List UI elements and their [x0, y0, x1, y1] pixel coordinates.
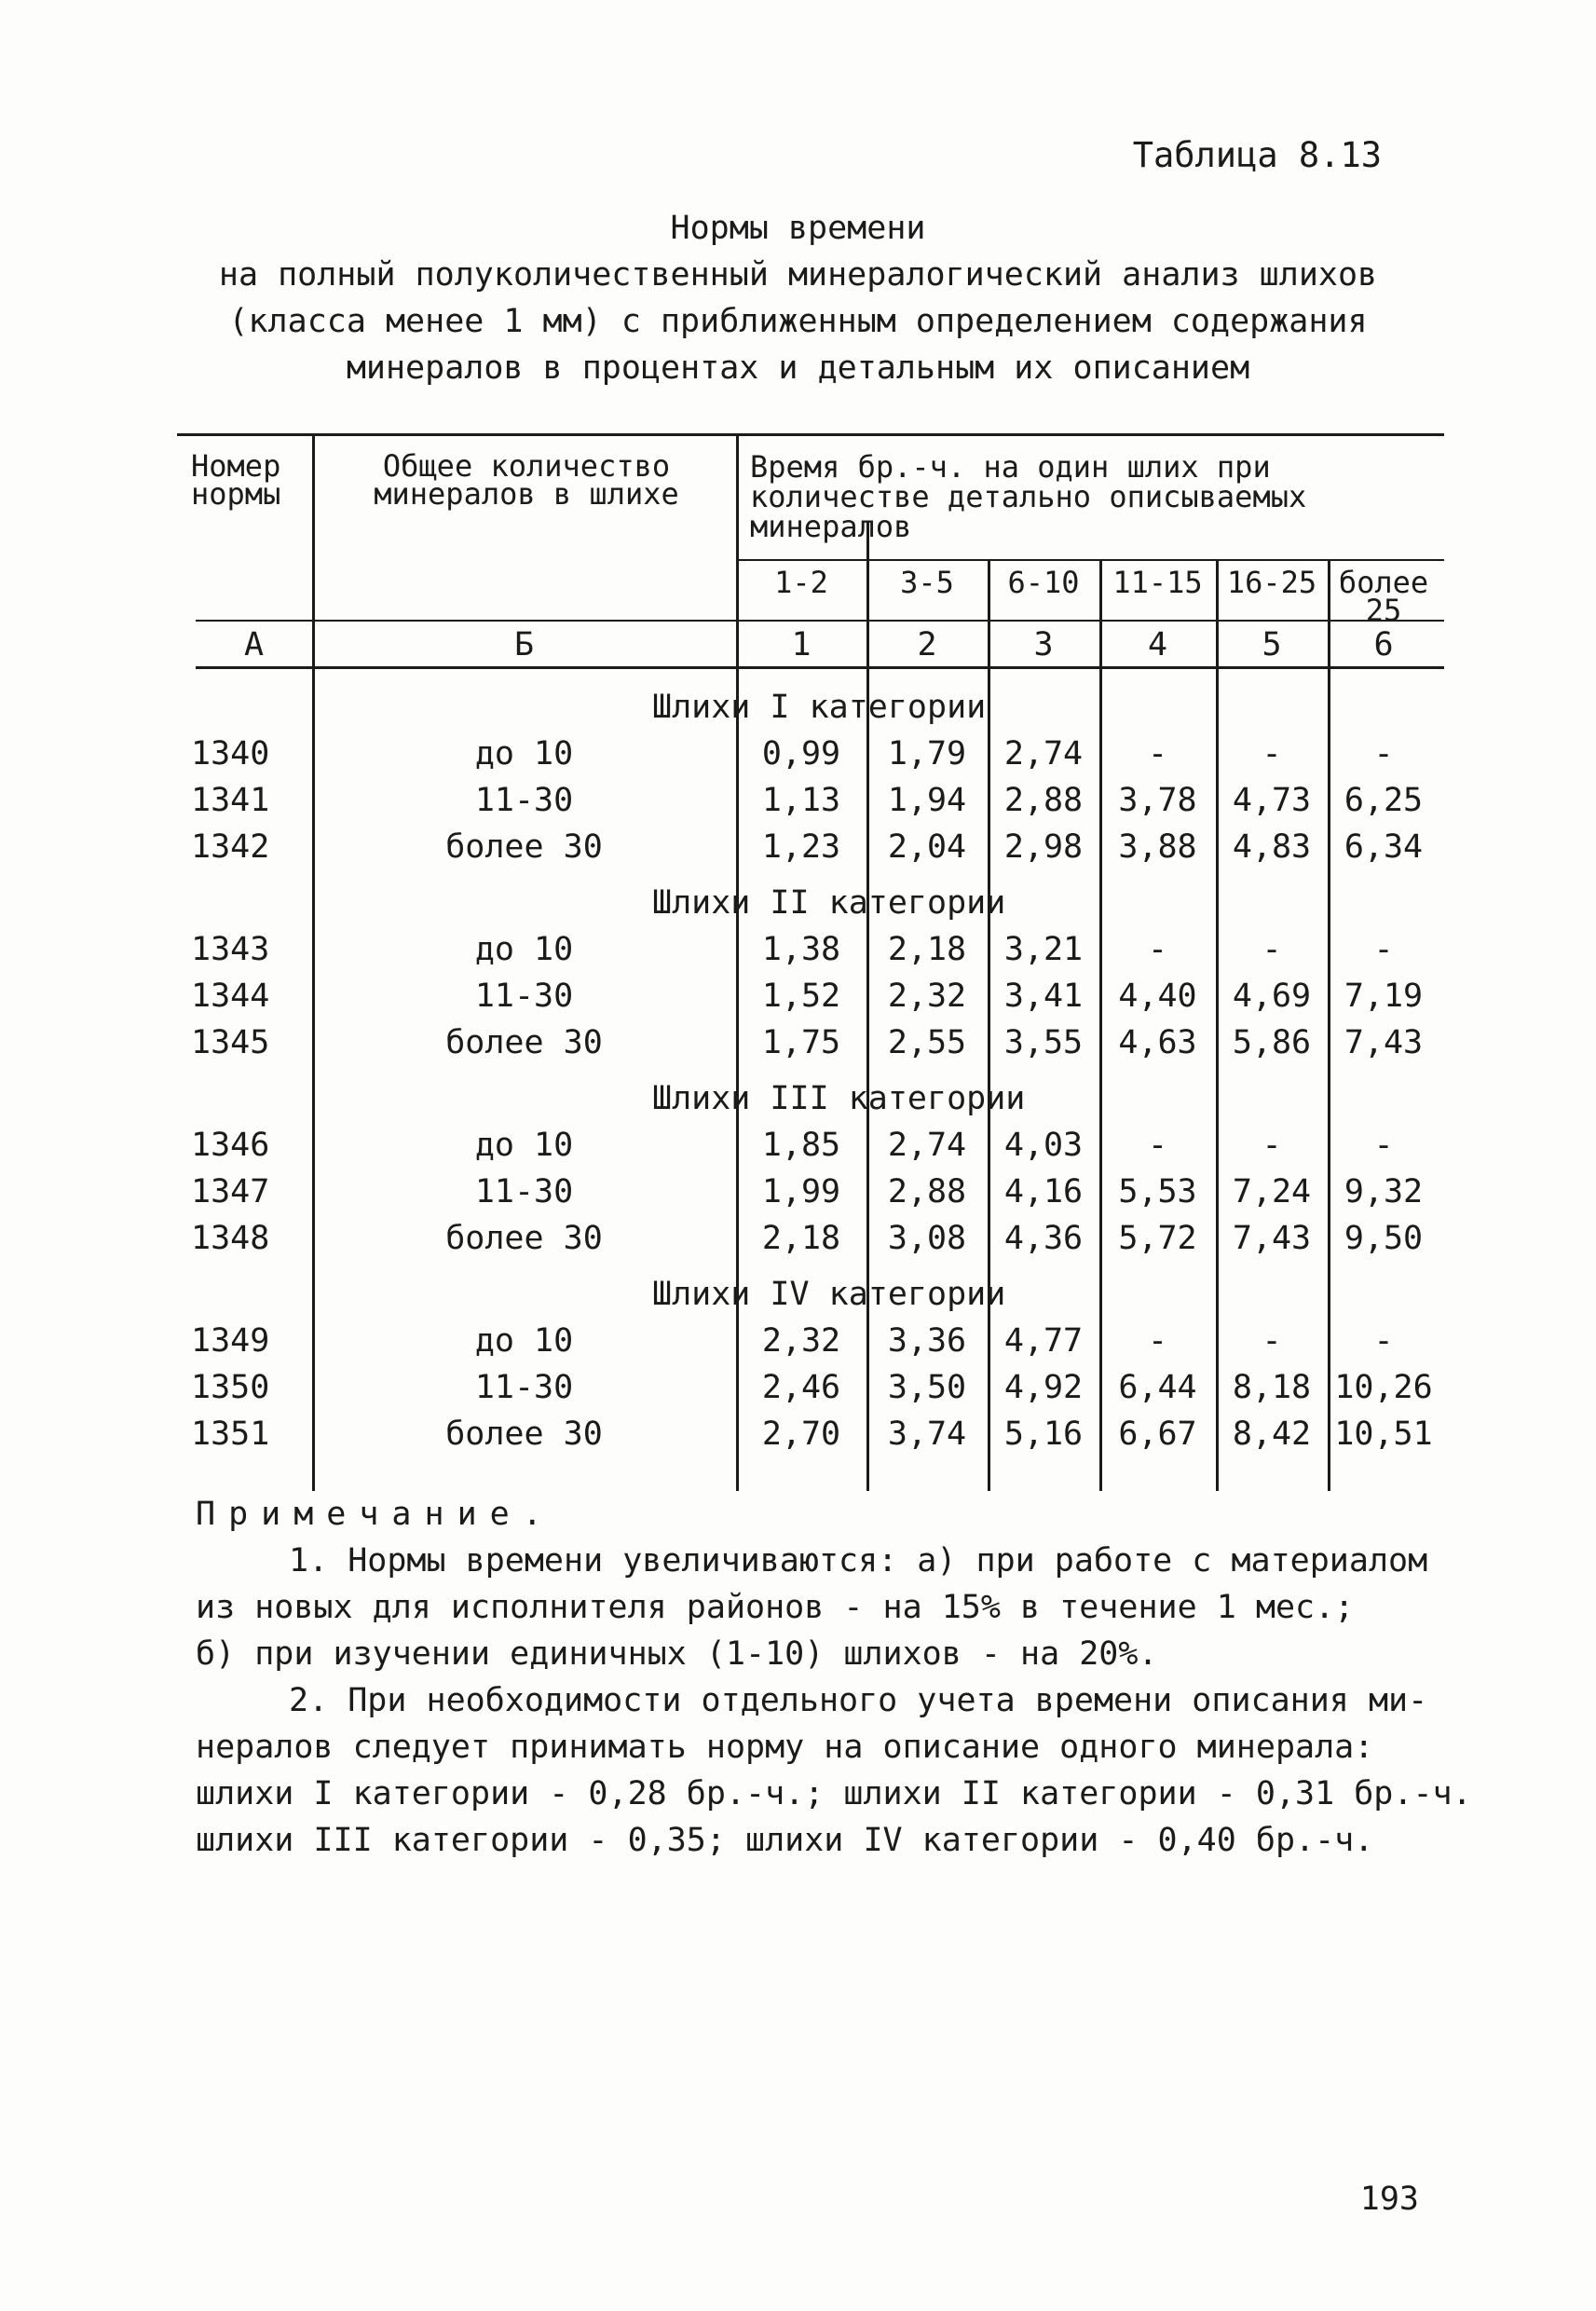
time-value: 1,85 — [761, 1127, 841, 1164]
time-value: 6,67 — [1118, 1415, 1197, 1453]
note-line: шлихи I категории - 0,28 бр.-ч.; шлихи II категории - 0,31 бр.-ч. — [196, 1775, 1472, 1812]
mineral-quantity: 11-30 — [474, 1369, 574, 1406]
norm-number: 1347 — [191, 1173, 270, 1210]
time-value: 8,18 — [1232, 1369, 1312, 1406]
norm-number: 1345 — [191, 1024, 270, 1061]
time-value: 1,79 — [887, 735, 967, 773]
time-value: 9,50 — [1344, 1220, 1424, 1257]
column-key: 3 — [1033, 626, 1054, 663]
subheader-cell: более 25 — [1338, 565, 1429, 628]
column-key: Б — [513, 626, 535, 663]
time-value: - — [1262, 931, 1282, 968]
column-key: 4 — [1147, 626, 1168, 663]
time-value: 6,25 — [1344, 782, 1424, 819]
time-value: 2,04 — [887, 828, 967, 866]
time-value: 4,83 — [1232, 828, 1312, 866]
norm-number: 1348 — [191, 1220, 270, 1257]
time-value: 1,52 — [761, 978, 841, 1015]
time-value: - — [1373, 1322, 1394, 1360]
time-value: - — [1147, 1322, 1168, 1360]
time-value: 1,99 — [761, 1173, 841, 1210]
norm-number: 1341 — [191, 782, 270, 819]
time-value: - — [1373, 1127, 1394, 1164]
norm-number: 1343 — [191, 931, 270, 968]
norm-number: 1344 — [191, 978, 270, 1015]
time-value: 1,94 — [887, 782, 967, 819]
time-value: 0,99 — [761, 735, 841, 773]
time-value: 7,19 — [1344, 978, 1424, 1015]
time-value: 10,26 — [1334, 1369, 1433, 1406]
mineral-quantity: до 10 — [474, 1127, 574, 1164]
category-heading: Шлихи I категории — [652, 689, 987, 726]
title-line-1: Нормы времени — [670, 210, 926, 247]
table-label: Таблица 8.13 — [1132, 135, 1382, 175]
subheader-cell: 3-5 — [900, 565, 954, 600]
subheader-cell: 11-15 — [1112, 565, 1203, 600]
header-time-group: Время бр.-ч. на один шлих при количестве детально описываемых минералов — [750, 449, 1307, 544]
title-line-3: (класса менее 1 мм) с приближенным определением содержания — [228, 303, 1368, 340]
time-value: 2,88 — [887, 1173, 967, 1210]
header-number: Номер нормы — [191, 448, 281, 512]
time-value: 10,51 — [1334, 1415, 1433, 1453]
subheader-cell: 16-25 — [1226, 565, 1317, 600]
column-key: 6 — [1373, 626, 1394, 663]
page-number: 193 — [1359, 2181, 1419, 2218]
time-value: 5,72 — [1118, 1220, 1197, 1257]
time-value: - — [1373, 735, 1394, 773]
header-rule — [196, 620, 1444, 622]
time-value: 4,92 — [1003, 1369, 1084, 1406]
mineral-quantity: 11-30 — [474, 978, 574, 1015]
time-value: 7,43 — [1232, 1220, 1312, 1257]
time-value: 3,78 — [1118, 782, 1197, 819]
note-line: из новых для исполнителя районов - на 15% в течение 1 мес.; — [196, 1589, 1355, 1626]
time-value: 2,55 — [887, 1024, 967, 1061]
time-value: 3,55 — [1003, 1024, 1084, 1061]
time-value: 5,53 — [1118, 1173, 1197, 1210]
note-line: нералов следует принимать норму на описание одного минерала: — [196, 1729, 1374, 1766]
subheader-cell: 1-2 — [774, 565, 828, 600]
time-value: 3,74 — [887, 1415, 967, 1453]
time-value: 2,74 — [887, 1127, 967, 1164]
time-value: 2,98 — [1003, 828, 1084, 866]
time-value: 9,32 — [1344, 1173, 1424, 1210]
norm-number: 1342 — [191, 828, 270, 866]
time-value: 4,36 — [1003, 1220, 1084, 1257]
table-top-rule — [177, 433, 1444, 436]
mineral-quantity: до 10 — [474, 1322, 574, 1360]
norm-number: 1349 — [191, 1322, 270, 1360]
column-key: 2 — [917, 626, 937, 663]
time-value: 8,42 — [1232, 1415, 1312, 1453]
time-value: 2,88 — [1003, 782, 1084, 819]
time-value: 4,69 — [1232, 978, 1312, 1015]
column-key: 1 — [791, 626, 812, 663]
column-key: 5 — [1262, 626, 1282, 663]
title-line-4: минералов в процентах и детальным их описанием — [346, 349, 1250, 387]
note-line: б) при изучении единичных (1-10) шлихов - на 20%. — [196, 1635, 1158, 1673]
time-value: 6,44 — [1118, 1369, 1197, 1406]
time-value: 3,88 — [1118, 828, 1197, 866]
note-line: 2. При необходимости отдельного учета времени описания ми- — [289, 1682, 1428, 1719]
time-value: 4,73 — [1232, 782, 1312, 819]
time-value: 5,16 — [1003, 1415, 1084, 1453]
time-value: 4,16 — [1003, 1173, 1084, 1210]
mineral-quantity: более 30 — [445, 828, 603, 866]
time-value: 1,38 — [761, 931, 841, 968]
time-value: - — [1262, 1322, 1282, 1360]
time-value: 4,03 — [1003, 1127, 1084, 1164]
mineral-quantity: 11-30 — [474, 1173, 574, 1210]
time-value: 7,43 — [1344, 1024, 1424, 1061]
time-value: 2,74 — [1003, 735, 1084, 773]
time-value: - — [1147, 735, 1168, 773]
notes-heading: Примечание. — [196, 1496, 555, 1533]
title-line-2: на полный полуколичественный минералогический анализ шлихов — [218, 256, 1378, 294]
mineral-quantity: более 30 — [445, 1415, 603, 1453]
time-value: 2,70 — [761, 1415, 841, 1453]
time-value: 4,40 — [1118, 978, 1197, 1015]
time-value: 5,86 — [1232, 1024, 1312, 1061]
time-value: 4,63 — [1118, 1024, 1197, 1061]
time-value: 3,41 — [1003, 978, 1084, 1015]
time-value: - — [1147, 931, 1168, 968]
time-value: 3,21 — [1003, 931, 1084, 968]
norm-number: 1346 — [191, 1127, 270, 1164]
time-value: 3,08 — [887, 1220, 967, 1257]
time-value: 2,32 — [887, 978, 967, 1015]
time-value: 6,34 — [1344, 828, 1424, 866]
time-value: 1,23 — [761, 828, 841, 866]
note-line: шлихи III категории - 0,35; шлихи IV категории - 0,40 бр.-ч. — [196, 1822, 1374, 1859]
mineral-quantity: до 10 — [474, 931, 574, 968]
subheader-cell: 6-10 — [1007, 565, 1080, 600]
time-value: 2,46 — [761, 1369, 841, 1406]
norm-number: 1340 — [191, 735, 270, 773]
time-value: - — [1262, 735, 1282, 773]
time-value: - — [1373, 931, 1394, 968]
time-value: - — [1262, 1127, 1282, 1164]
mineral-quantity: более 30 — [445, 1024, 603, 1061]
category-heading: Шлихи III категории — [652, 1080, 1026, 1117]
time-value: - — [1147, 1127, 1168, 1164]
time-value: 4,77 — [1003, 1322, 1084, 1360]
category-heading: Шлихи II категории — [652, 884, 1006, 922]
time-value: 3,50 — [887, 1369, 967, 1406]
time-value: 1,75 — [761, 1024, 841, 1061]
mineral-quantity: более 30 — [445, 1220, 603, 1257]
time-value: 7,24 — [1232, 1173, 1312, 1210]
mineral-quantity: 11-30 — [474, 782, 574, 819]
note-line: 1. Нормы времени увеличиваются: а) при работе с материалом — [289, 1542, 1428, 1579]
time-value: 2,32 — [761, 1322, 841, 1360]
mineral-quantity: до 10 — [474, 735, 574, 773]
norm-number: 1351 — [191, 1415, 270, 1453]
time-value: 3,36 — [887, 1322, 967, 1360]
subheader-rule — [736, 559, 1444, 561]
category-heading: Шлихи IV категории — [652, 1276, 1006, 1313]
time-value: 1,13 — [761, 782, 841, 819]
norm-number: 1350 — [191, 1369, 270, 1406]
time-value: 2,18 — [761, 1220, 841, 1257]
column-key: А — [243, 626, 265, 663]
header-quantity: Общее количество минералов в шлихе — [374, 448, 679, 512]
time-value: 2,18 — [887, 931, 967, 968]
